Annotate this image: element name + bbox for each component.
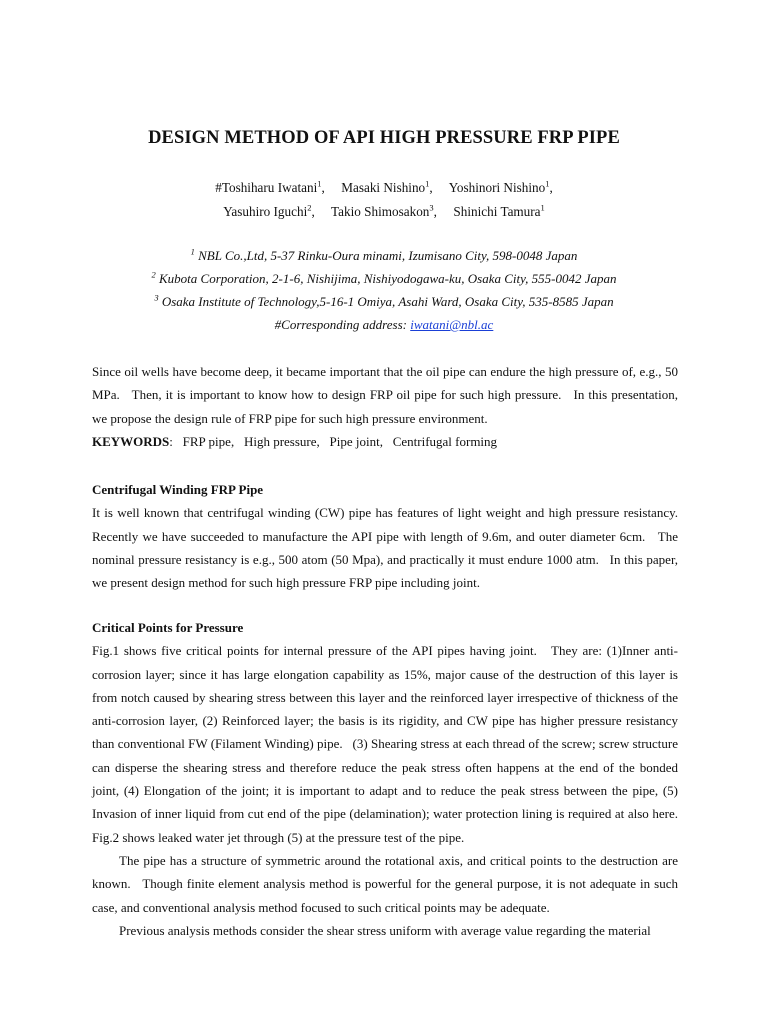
author-separator: ,: [311, 204, 328, 219]
author-line-2: [0, 200, 768, 224]
section-paragraph: The pipe has a structure of symmetric around the rotational axis, and critical points to the destruction are known. Though finite element analysis method is powerful for the general purpose, it is not adequate in such case, and conventional analysis method focused to such critical points may be adequate.: [92, 852, 682, 915]
abstract-text: Since oil wells have become deep, it became important that the oil pipe can endure the high pressure of, e.g., 50 MPa. Then, it is important to know how to design FRP oil pipe for such high pressure. In this presentation, we propose the design rule of FRP pipe for such high pressure environment.: [92, 364, 682, 426]
author-affil-sup: 1: [317, 178, 322, 189]
author-name: Takio Shimosakon: [331, 204, 430, 219]
paper-title: DESIGN METHOD OF API HIGH PRESSURE FRP PIPE: [148, 128, 620, 148]
abstract: [92, 360, 682, 453]
affiliation-line: [0, 267, 768, 290]
affiliation-text: Kubota Corporation, 2-1-6, Nishijima, Nishiyodogawa-ku, Osaka City, 555-0042 Japan: [158, 271, 617, 286]
section-centrifugal-winding: [92, 478, 682, 594]
section-heading: Centrifugal Winding FRP Pipe: [92, 482, 264, 497]
author-separator: ,: [433, 204, 451, 219]
keywords-label: KEYWORDS: [92, 433, 170, 449]
affiliation-text: Osaka Institute of Technology,5-16-1 Omiya, Asahi Ward, Osaka City, 535-8585 Japan: [161, 294, 614, 309]
affiliation-sup: 2: [151, 269, 156, 280]
affiliation-sup: 3: [154, 292, 159, 303]
affiliation-line: [0, 244, 768, 267]
affiliation-block: [0, 244, 768, 336]
author-affil-sup: 1: [545, 178, 550, 189]
email-link[interactable]: iwatani@nbl.ac: [410, 317, 494, 332]
section-heading: Critical Points for Pressure: [92, 620, 244, 635]
affiliation-line: [0, 290, 768, 313]
affiliation-text: NBL Co.,Ltd, 5-37 Rinku-Oura minami, Izumisano City, 598-0048 Japan: [198, 248, 578, 263]
keywords-text: : FRP pipe, High pressure, Pipe joint, Centrifugal forming: [169, 433, 498, 449]
author-affil-sup: 3: [429, 202, 434, 213]
author-affil-sup: 1: [425, 178, 430, 189]
author-affil-sup: 2: [307, 202, 312, 213]
corresponding-label: #Corresponding address:: [274, 317, 411, 332]
section-paragraph: Previous analysis methods consider the shear stress uniform with average value regarding the material: [119, 922, 651, 938]
author-name: #Toshiharu Iwatani: [215, 180, 318, 195]
section-paragraph: Fig.1 shows five critical points for internal pressure of the API pipes having joint. They are: (1)Inner anti-corrosion layer; since it has large elongation capability as 15%, major cause of the destruction of this layer is from notch caused by shearing stress between this layer and the reinforced layer irrespective of thickness of the anti-corrosion layer, (2) Reinforced layer; the basis is its rigidity, and CW pipe has higher pressure resistancy than conventional FW (Filament Winding) pipe. (3) Shearing stress at each thread of the screw; screw structure can disperse the shearing stress and therefore reduce the peak stress often happens at the end of the bonded joint, (4) Elongation of the joint; it is important to adapt and to reduce the peak stress between the pipe, (5) Invasion of inner liquid from cut end of the pipe (delamination); water protection lining is required at also here. Fig.2 shows leaked water jet through (5) at the pressure test of the pipe.: [92, 643, 688, 845]
author-block: [0, 176, 768, 224]
corresponding-address: [0, 313, 768, 336]
author-name: Yasuhiro Iguchi: [223, 204, 308, 219]
section-paragraph: It is well known that centrifugal winding (CW) pipe has features of light weight and high pressure resistancy. Recently we have succeeded to manufacture the API pipe with length of 9.6m, and outer diameter 6cm. The nominal pressure resistancy is e.g., 500 atom (50 Mpa), and practically it must endure 1000 atm. In this paper, we present design method for such high pressure FRP pipe including joint.: [92, 505, 682, 591]
author-name: Shinichi Tamura: [453, 204, 541, 219]
keywords-line: [92, 430, 678, 453]
author-separator: ,: [321, 180, 338, 195]
author-affil-sup: 1: [540, 202, 545, 213]
author-line-1: [0, 176, 768, 200]
author-separator: ,: [549, 180, 553, 195]
section-critical-points: [92, 616, 688, 942]
author-name: Masaki Nishino: [341, 180, 426, 195]
author-name: Yoshinori Nishino: [448, 180, 546, 195]
affiliation-sup: 1: [190, 246, 195, 257]
author-separator: ,: [429, 180, 446, 195]
